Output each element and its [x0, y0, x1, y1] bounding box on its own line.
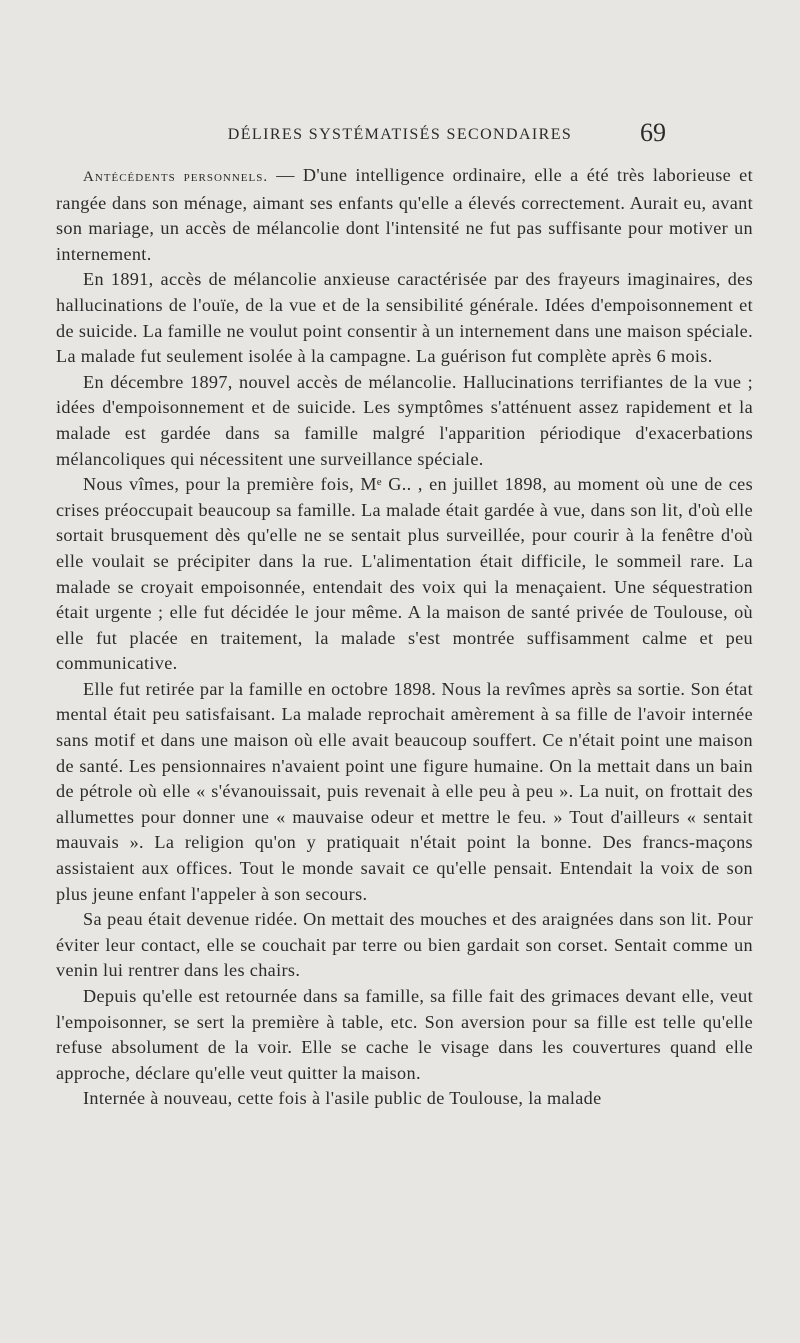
paragraph: Elle fut retirée par la famille en octobre 1898. Nous la revîmes après sa sortie. Son état mental était peu satisfaisant. La malade reprochait amèrement à sa fille de l'avoir internée sans motif et dans une maison où elle avait beaucoup souffert. Ce n'était point une maison de santé. Les pensionnaires n'avaient point une figure humaine. On la mettait dans un bain de pétrole où elle « s'évanouissait, puis revenait à elle peu à peu ». La nuit, on frottait des allumettes pour donner une « mauvaise odeur et mettre le feu. » Tout d'ailleurs « sentait mauvais ». La religion qu'on y pratiquait n'était point la bonne. Des francs-maçons assistaient aux offices. Tout le monde savait ce qu'elle pensait. Entendait la voix de son plus jeune enfant l'appeler à son secours.: [56, 678, 753, 904]
paragraph-text: — D'une intelligence ordinaire, elle a été très laborieuse et rangée dans son ménage, aimant ses enfants qu'elle a élevés correctement. Aurait eu, avant son mariage, un accès de mélancolie dont l'intensité ne fut pas suffisante pour motiver un internement.: [56, 165, 753, 264]
running-title: DÉLIRES SYSTÉMATISÉS SECONDAIRES: [227, 126, 573, 143]
paragraph: Depuis qu'elle est retournée dans sa famille, sa fille fait des grimaces devant elle, veut l'empoisonner, se sert la première à table, etc. Son aversion pour sa fille est telle qu'elle refuse absolument de la voir. Elle se cache le visage dans les couvertures quand elle approche, déclare qu'elle veut quitter la maison.: [56, 986, 753, 1083]
paragraph: Sa peau était devenue ridée. On mettait des mouches et des araignées dans son lit. Pour éviter leur contact, elle se couchait par terre ou bien gardait son corset. Sentait comme un venin lui rentrer dans les chairs.: [56, 909, 753, 981]
paragraph: Nous vîmes, pour la première fois, Mᵉ G.. , en juillet 1898, au moment où une de ces crises préoccupait beaucoup sa famille. La malade était gardée à vue, dans son lit, d'où elle sortait brusquement dès qu'elle ne se sentait plus surveillée, pour courir à la fenêtre d'où elle voulait se précipiter dans la rue. L'alimentation était difficile, le sommeil rare. La malade se croyait empoisonnée, entendait des voix qui la menaçaient. Une séquestration était urgente ; elle fut décidée le jour même. A la maison de santé privée de Toulouse, où elle fut placée en traitement, la malade s'est montrée suffisamment calme et peu communicative.: [56, 474, 753, 674]
body-text: [56, 163, 753, 1112]
page-number: 69: [640, 118, 666, 147]
paragraph: [56, 163, 753, 267]
paragraph: En décembre 1897, nouvel accès de mélancolie. Hallucinations terrifiantes de la vue ; idées d'empoisonnement et de suicide. Les symptômes s'atténuent assez rapidement et la malade est gardée dans sa famille malgré l'apparition périodique d'exacerbations mélancoliques qui nécessitent une surveillance spéciale.: [56, 371, 753, 469]
paragraph: En 1891, accès de mélancolie anxieuse caractérisée par des frayeurs imaginaires, des hallucinations de l'ouïe, de la vue et de la sensibilité générale. Idées d'empoisonnement et de suicide. La famille ne voulut point consentir à un internement dans une maison spéciale. La malade fut seulement isolée à la campagne. La guérison fut complète après 6 mois.: [56, 269, 753, 367]
paragraph: Internée à nouveau, cette fois à l'asile public de Toulouse, la malade: [83, 1088, 602, 1109]
section-lead-heading: Antécédents personnels.: [83, 169, 269, 185]
